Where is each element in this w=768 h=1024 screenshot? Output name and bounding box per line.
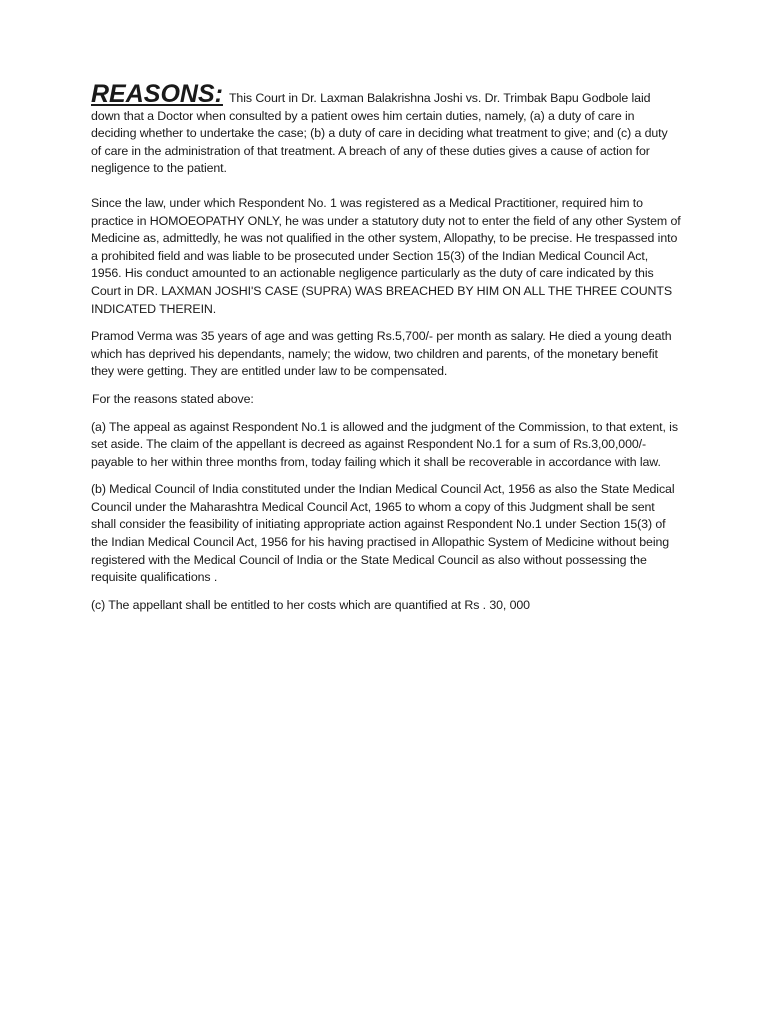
document-page bbox=[91, 80, 681, 614]
paragraph-1-text: This Court in Dr. Laxman Balakrishna Joshi vs. Dr. Trimbak Bapu Godbole laid down that a Doctor when consulted by a patient owes him certain duties, namely, (a) a duty of care in deciding whether to undertake the case; (b) a duty of care in deciding what treatment to give; and (c) a duty of care in the administration of that treatment. A breach of any of these duties gives a cause of action for negligence to the patient. bbox=[91, 91, 668, 176]
paragraph-order-b: (b) Medical Council of India constituted under the Indian Medical Council Act, 1956 as also the State Medical Council under the Maharashtra Medical Council Act, 1965 to whom a copy of this Judgment shall be sent shall consider the feasibility of initiating appropriate action against Respondent No.1 under Section 15(3) of the Indian Medical Council Act, 1956 for his having practised in Allopathic System of Medicine without being registered with the Medical Council of India or the State Medical Council as also without possessing the requisite qualifications . bbox=[91, 482, 675, 585]
reasons-paragraph bbox=[91, 80, 681, 178]
reasons-heading: REASONS: bbox=[91, 80, 223, 108]
paragraph-order-a: (a) The appeal as against Respondent No.1 is allowed and the judgment of the Commission, to that extent, is set aside. The claim of the appellant is decreed as against Respondent No.1 for a sum of Rs.3,00,000/- payable to her within three months from, today failing which it shall be recoverable in accordance with law. bbox=[91, 419, 678, 469]
paragraph-4: For the reasons stated above: bbox=[92, 391, 254, 406]
paragraph-order-c: (c) The appellant shall be entitled to her costs which are quantified at Rs . 30, 000 bbox=[91, 597, 530, 612]
paragraph-2: Since the law, under which Respondent No. 1 was registered as a Medical Practitioner, required him to practice in HOMOEOPATHY ONLY, he was under a statutory duty not to enter the field of any other System of Medicine as, admittedly, he was not qualified in the other system, Allopathy, to be precise. He trespassed into a prohibited field and was liable to be prosecuted under Section 15(3) of the Indian Medical Council Act, 1956. His conduct amounted to an actionable negligence particularly as the duty of care indicated by this Court in DR. LAXMAN JOSHI'S CASE (SUPRA) WAS BREACHED BY HIM ON ALL THE THREE COUNTS INDICATED THEREIN. bbox=[91, 195, 681, 316]
paragraph-3: Pramod Verma was 35 years of age and was getting Rs.5,700/- per month as salary. He died a young death which has deprived his dependants, namely; the widow, two children and parents, of the monetary benefit they were getting. They are entitled under law to be compensated. bbox=[91, 329, 672, 379]
